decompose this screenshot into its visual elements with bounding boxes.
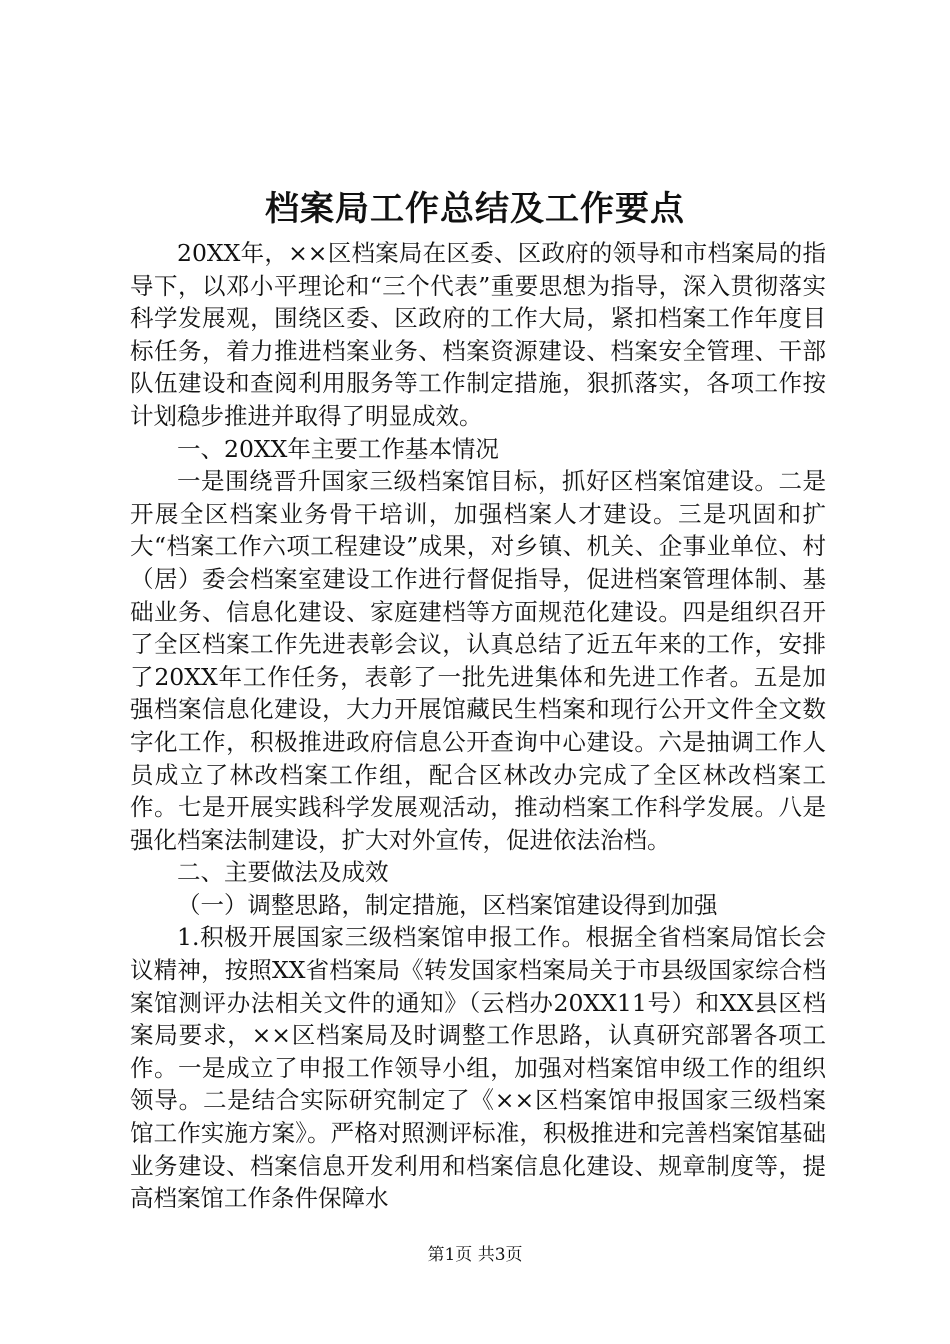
work-summary-paragraph: 一是围绕晋升国家三级档案馆目标，抓好区档案馆建设。二是开展全区档案业务骨干培训，加强档案人才建设。三是巩固和扩大“档案工作六项工程建设”成果，对乡镇、机关、企事业单位、村（居）委会档案室建设工作进行督促指导，促进档案管理体制、基础业务、信息化建设、家庭建档等方面规范化建设。四是组织召开了全区档案工作先进表彰会议，认真总结了近五年来的工作，安排了20XX年工作任务，表彰了一批先进集体和先进工作者。五是加强档案信息化建设，大力开展馆藏民生档案和现行公开文件全文数字化工作，积极推进政府信息公开查询中心建设。六是抽调工作人员成立了林改档案工作组，配合区林改办完成了全区林改档案工作。七是开展实践科学发展观活动，推动档案工作科学发展。八是强化档案法制建设，扩大对外宣传，促进依法治档。 (130, 467, 826, 854)
archive-application-paragraph: 1.积极开展国家三级档案馆申报工作。根据全省档案局馆长会议精神，按照XX省档案局《转发国家档案局关于市县级国家综合档案馆测评办法相关文件的通知》（云档办20XX11号）和XX县区档案局要求，××区档案局及时调整工作思路，认真研究部署各项工作。一是成立了申报工作领导小组，加强对档案馆申级工作的组织领导。二是结合实际研究制定了《××区档案馆申报国家三级档案馆工作实施方案》。严格对照测评标准，积极推进和完善档案馆基础业务建设、档案信息开发利用和档案信息化建设、规章制度等，提高档案馆工作条件保障水 (130, 923, 826, 1213)
document-body (130, 237, 826, 1215)
intro-paragraph: 20XX年，××区档案局在区委、区政府的领导和市档案局的指导下，以邓小平理论和“三个代表”重要思想为指导，深入贯彻落实科学发展观，围绕区委、区政府的工作大局，紧扣档案工作年度目标任务，着力推进档案业务、档案资源建设、档案安全管理、干部队伍建设和查阅利用服务等工作制定措施，狠抓落实，各项工作按计划稳步推进并取得了明显成效。 (130, 239, 826, 430)
document-title: 档案局工作总结及工作要点 (265, 189, 685, 229)
section-heading-2: 二、主要做法及成效 (177, 858, 389, 887)
subsection-heading-1: （一）调整思路，制定措施，区档案馆建设得到加强 (177, 890, 718, 919)
section-heading-1: 一、20XX年主要工作基本情况 (177, 434, 499, 463)
page-footer: 第1页 共3页 (427, 1245, 523, 1265)
